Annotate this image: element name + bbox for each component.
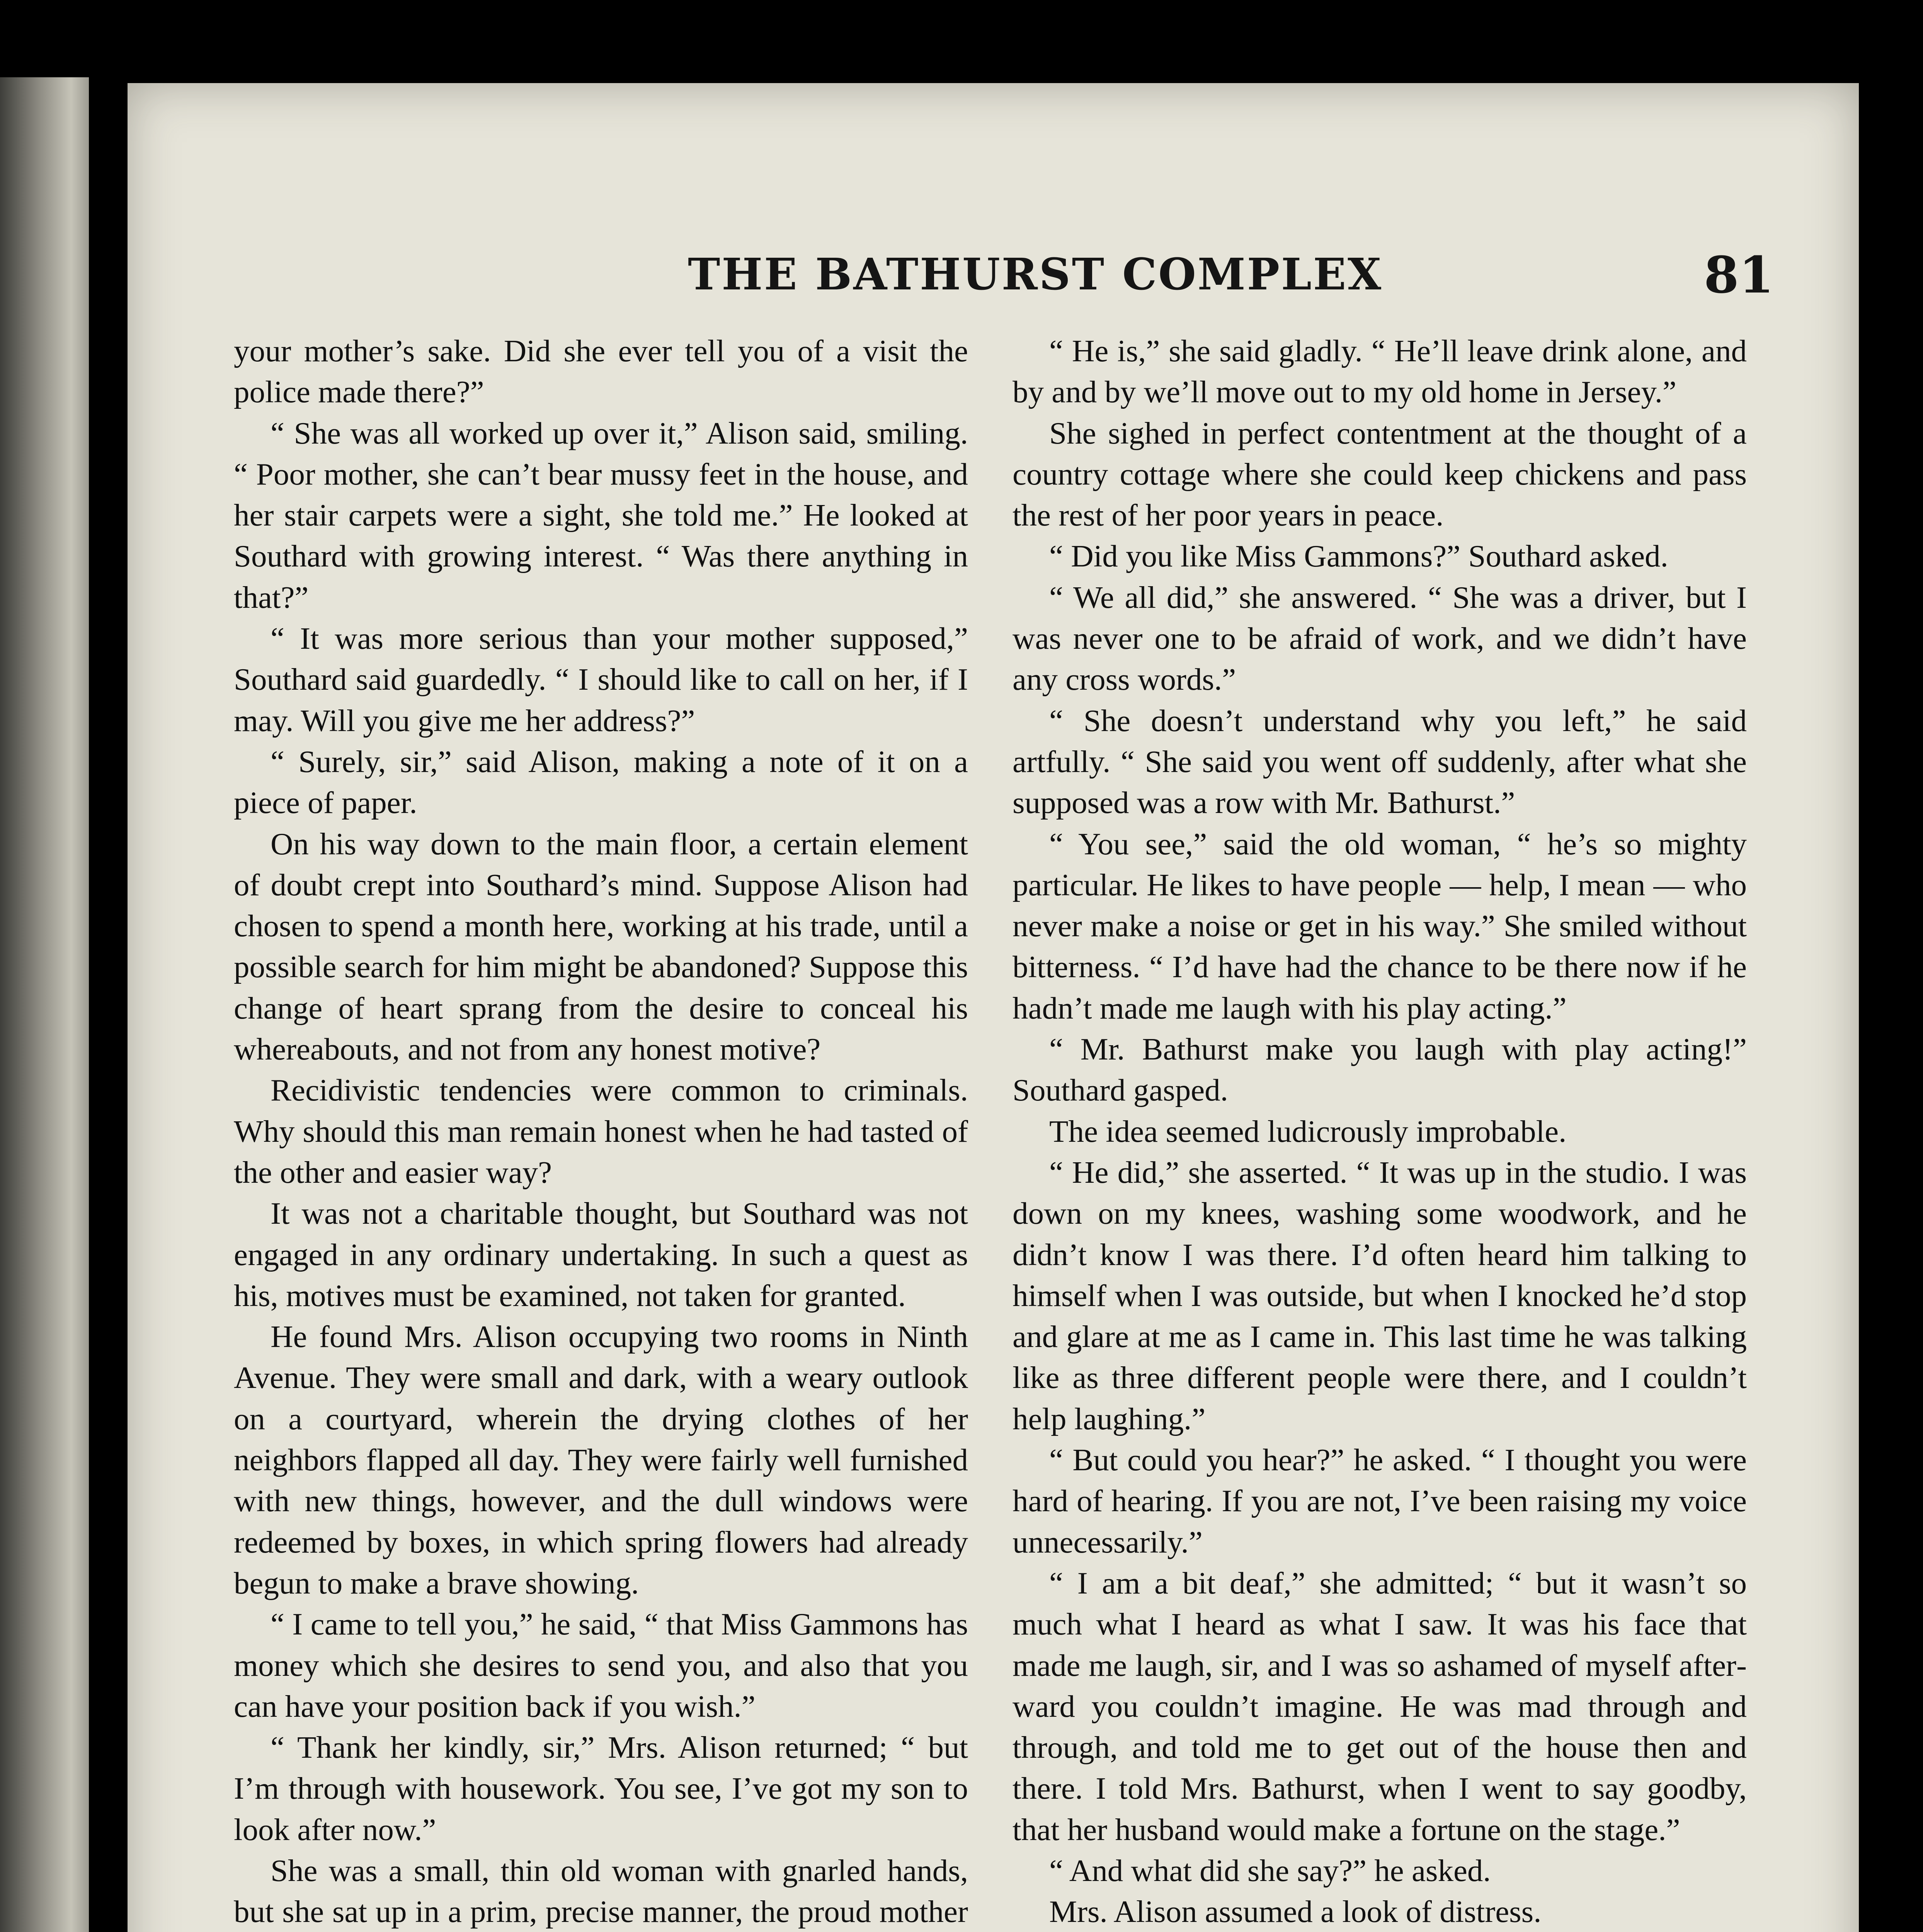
- paragraph: “ But could you hear?” he asked. “ I thought you were hard of hearing. If you are not, I’ve been raising my voice unnecessarily.”: [1013, 1442, 1747, 1560]
- paragraph: She sighed in perfect contentment at the thought of a country cottage where she could keep chickens and pass the rest of her poor years in peace.: [1013, 415, 1747, 533]
- paragraph: It was not a charitable thought, but Southard was not engaged in any ordinary undertaking. In such a quest as his, motives must be examined, not taken for granted.: [234, 1196, 968, 1313]
- paragraph: “ He did,” she asserted. “ It was up in the studio. I was down on my knees, washing some woodwork, and he didn’t know I was there. I’d often heard him talking to himself when I was outside, but when I knocked he’d stop and glare at me as I came in. This last time he was talking like as three different people were there, and I couldn’t help laughing.”: [1013, 1155, 1747, 1436]
- text-column-left: [234, 330, 968, 1932]
- text-column-right: [1013, 330, 1747, 1932]
- paragraph: “ Surely, sir,” said Alison, making a note of it on a piece of paper.: [234, 744, 968, 820]
- paragraph: Recidivistic tendencies were common to criminals. Why should this man remain honest when he had tasted of the other and easier way?: [234, 1073, 968, 1190]
- paragraph: He found Mrs. Alison occupying two rooms in Ninth Avenue. They were small and dark, with a weary outlook on a courtyard, wherein the drying clothes of her neighbors flapped all day. They were fairly well furnished with new things, however, and the dull windows were redeemed by boxes, in which spring flowers had already begun to make a brave showing.: [234, 1319, 968, 1600]
- paragraph: “ You see,” said the old woman, “ he’s so mighty particular. He likes to have people — help, I mean — who never make a noise or get in his way.” She smiled without bitterness. “ I’d have had the chance to be there now if he hadn’t made me laugh with his play acting.”: [1013, 826, 1747, 1026]
- running-head: THE BATHURST COMPLEX: [688, 249, 1383, 300]
- paragraph: your mother’s sake. Did she ever tell you of a visit the police made there?”: [234, 333, 968, 410]
- paragraph: “ It was more serious than your mother supposed,” Southard said guardedly. “ I should like to call on her, if I may. Will you give me her address?”: [234, 621, 968, 738]
- paragraph: “ Mr. Bathurst make you laugh with play acting!” Southard gasped.: [1013, 1032, 1747, 1108]
- paragraph: “ We all did,” she answered. “ She was a driver, but I was never one to be afraid of work, and we didn’t have any cross words.”: [1013, 580, 1747, 697]
- paragraph: She was a small, thin old woman with gnarled hands, but she sat up in a prim, precise manner, the proud mother: [234, 1853, 968, 1929]
- paragraph: “ She doesn’t understand why you left,” he said artfully. “ She said you went off suddenly, after what she supposed was a row with Mr. Bathurst.”: [1013, 703, 1747, 820]
- paragraph: “ She was all worked up over it,” Alison said, smiling. “ Poor mother, she can’t bear mussy feet in the house, and her stair carpets were a sight, she told me.” He looked at Southard with growing interest. “ Was there anything in that?”: [234, 415, 968, 615]
- paragraph: “ Thank her kindly, sir,” Mrs. Alison returned; “ but I’m through with housework. You see, I’ve got my son to look after now.”: [234, 1730, 968, 1847]
- paragraph: “ I came to tell you,” he said, “ that Miss Gammons has money which she desires to send you, and also that you can have your position back if you wish.”: [234, 1607, 968, 1724]
- paragraph: “ I am a bit deaf,” she admitted; “ but it wasn’t so much what I heard as what I saw. It was his face that made me laugh, sir, and I was so ashamed of myself afterward you couldn’t imagine. He was mad through and through, and told me to get out of the house then and there. I told Mrs. Bathurst, when I went to say goodby, that her husband would make a fortune on the stage.”: [1013, 1565, 1747, 1847]
- paragraph: On his way down to the main floor, a certain element of doubt crept into Southard’s mind. Suppose Alison had chosen to spend a month here, working at his trade, until a possible search for him might be abandoned? Suppose this change of heart sprang from the desire to conceal his whereabouts, and not from any honest motive?: [234, 826, 968, 1067]
- paragraph: The idea seemed ludicrously improbable.: [1049, 1114, 1567, 1149]
- paragraph: Mrs. Alison assumed a look of distress.: [1049, 1894, 1542, 1929]
- facing-page-edge: [0, 77, 89, 1932]
- paragraph: “ He is,” she said gladly. “ He’ll leave drink alone, and by and by we’ll move out to my old home in Jersey.”: [1013, 333, 1747, 410]
- paragraph: “ Did you like Miss Gammons?” Southard asked.: [1049, 539, 1668, 574]
- paragraph: “ And what did she say?” he asked.: [1049, 1853, 1491, 1888]
- book-page: [128, 83, 1859, 1932]
- page-number: 81: [1704, 245, 1774, 304]
